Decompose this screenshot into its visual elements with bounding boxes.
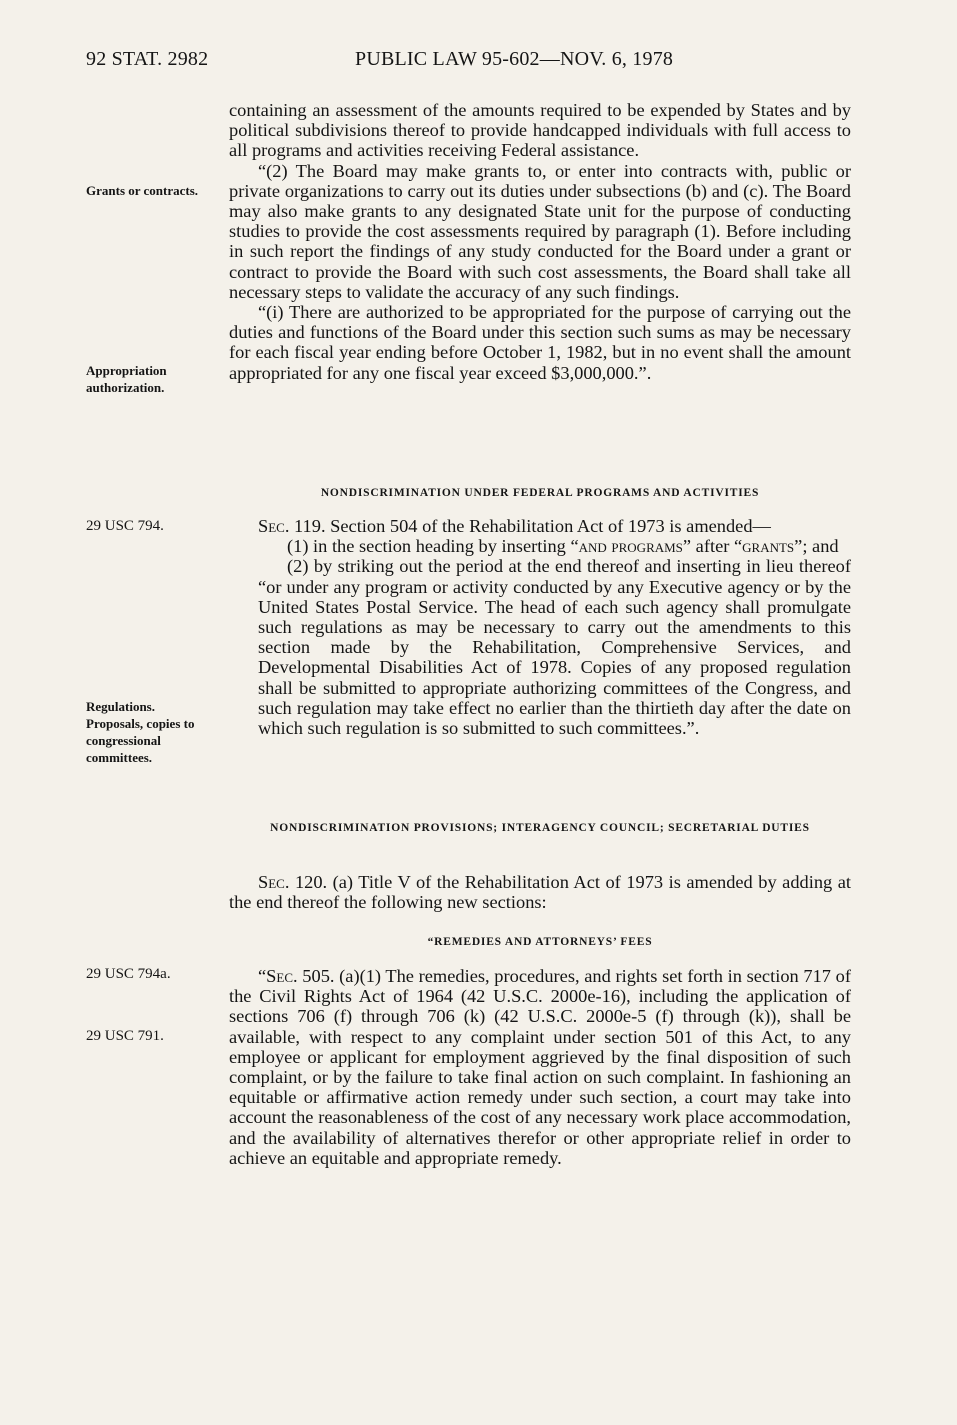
body-text-upper bbox=[229, 100, 851, 383]
section-120-body: 120. (a) Title V of the Rehabilitation Act of 1973 is amended by adding at the end thereof the following new sections: bbox=[229, 872, 851, 913]
section-120-label: Sec. bbox=[258, 872, 290, 892]
clause-1-part-c: ” after “ bbox=[682, 536, 743, 557]
margin-note-29-usc-791: 29 USC 791. bbox=[86, 1028, 164, 1044]
section-heading-remedies: “REMEDIES AND ATTORNEYS’ FEES bbox=[427, 936, 653, 948]
stat-reference: 92 STAT. 2982 bbox=[86, 48, 209, 70]
section-505-label: “Sec. bbox=[258, 966, 298, 986]
section-119-clause-1 bbox=[229, 536, 851, 556]
clause-1-and-programs: and programs bbox=[578, 536, 683, 557]
section-119-intro bbox=[229, 516, 851, 536]
section-505 bbox=[229, 966, 851, 1168]
margin-note-appropriation: Appropriation authorization. bbox=[86, 363, 167, 395]
section-505-text bbox=[229, 966, 851, 1168]
section-119-label: Sec. bbox=[258, 516, 290, 536]
clause-1-part-e: ”; and bbox=[794, 536, 839, 557]
margin-note-29-usc-794: 29 USC 794. bbox=[86, 518, 164, 534]
section-119-clause-2: (2) by striking out the period at the end thereof and inserting in lieu thereof “or under any program or activity conducted by any Executive agency or by the United States Postal Service. The head of each such agency shall promulgate such regulations as may be necessary to carry out the amendments to this section made by the Rehabilitation, Comprehensive Services, and Developmental Disabilities Act of 1978. Copies of any proposed regulation shall be submitted to appropriate authorizing committees of the Congress, and such regulation may take effect no earlier than the thirtieth day after the date on which such regulation is so submitted to such committees.”. bbox=[258, 556, 851, 739]
section-heading-nondiscrimination-federal: NONDISCRIMINATION UNDER FEDERAL PROGRAMS AND ACTIVITIES bbox=[320, 487, 760, 499]
section-505-body: 505. (a)(1) The remedies, procedures, and rights set forth in section 717 of the Civil Rights Act of 1964 (42 U.S.C. 2000e-16), including the application of sections 706 (f) through 706 (k) (42 U.S.C. 2000e-5 (f) through (k)), shall be available, with respect to any complaint under section 501 of this Act, to any employee or applicant for employment aggrieved by the final disposition of such complaint, or by the failure to take final action on such complaint. In fashioning an equitable or affirmative action remedy under such section, a court may take into account the reasonableness of the cost of any necessary work place accommodation, and the availability of alternatives therefor or other appropriate relief in order to achieve an equitable and appropriate remedy. bbox=[229, 966, 851, 1168]
section-120 bbox=[229, 872, 851, 912]
public-law-title: PUBLIC LAW 95-602—NOV. 6, 1978 bbox=[355, 48, 674, 70]
section-120-text bbox=[229, 872, 851, 912]
clause-1-grants: grants bbox=[742, 536, 795, 557]
margin-note-proposals: Proposals, copies to congressional committees. bbox=[86, 716, 195, 765]
section-119-text: 119. Section 504 of the Rehabilitation Act of 1973 is amended— bbox=[294, 516, 771, 536]
paragraph-2: “(2) The Board may make grants to, or enter into contracts with, public or private organizations to carry out its duties under subsections (b) and (c). The Board may also make grants to any designated State unit for the purpose of conducting studies to provide the cost assessments required by paragraph (1). Before including in such report the findings of any study conducted for the Board under a grant or contract to provide the Board with such cost assessments, the Board shall take all necessary steps to validate the accuracy of any such findings. bbox=[229, 160, 851, 302]
margin-note-29-usc-794a: 29 USC 794a. bbox=[86, 966, 171, 982]
clause-1-part-a: (1) in the section heading by inserting “ bbox=[287, 536, 579, 557]
margin-note-grants: Grants or contracts. bbox=[86, 183, 199, 198]
section-119 bbox=[229, 516, 851, 738]
paragraph-i: “(i) There are authorized to be appropriated for the purpose of carrying out the duties and functions of the Board under this section such sums as may be necessary for each fiscal year ending before October 1, 1982, but in no event shall the amount appropriated for any one fiscal year exceed $3,000,000.”. bbox=[229, 302, 851, 383]
paragraph-continuation: containing an assessment of the amounts required to be expended by States and by political subdivisions thereof to provide handcapped individuals with full access to all programs and activities receiving Federal assistance. bbox=[229, 100, 851, 161]
section-heading-nondiscrimination-provisions: NONDISCRIMINATION PROVISIONS; INTERAGENCY COUNCIL; SECRETARIAL DUTIES bbox=[270, 822, 810, 834]
margin-note-regulations: Regulations. bbox=[86, 699, 155, 714]
